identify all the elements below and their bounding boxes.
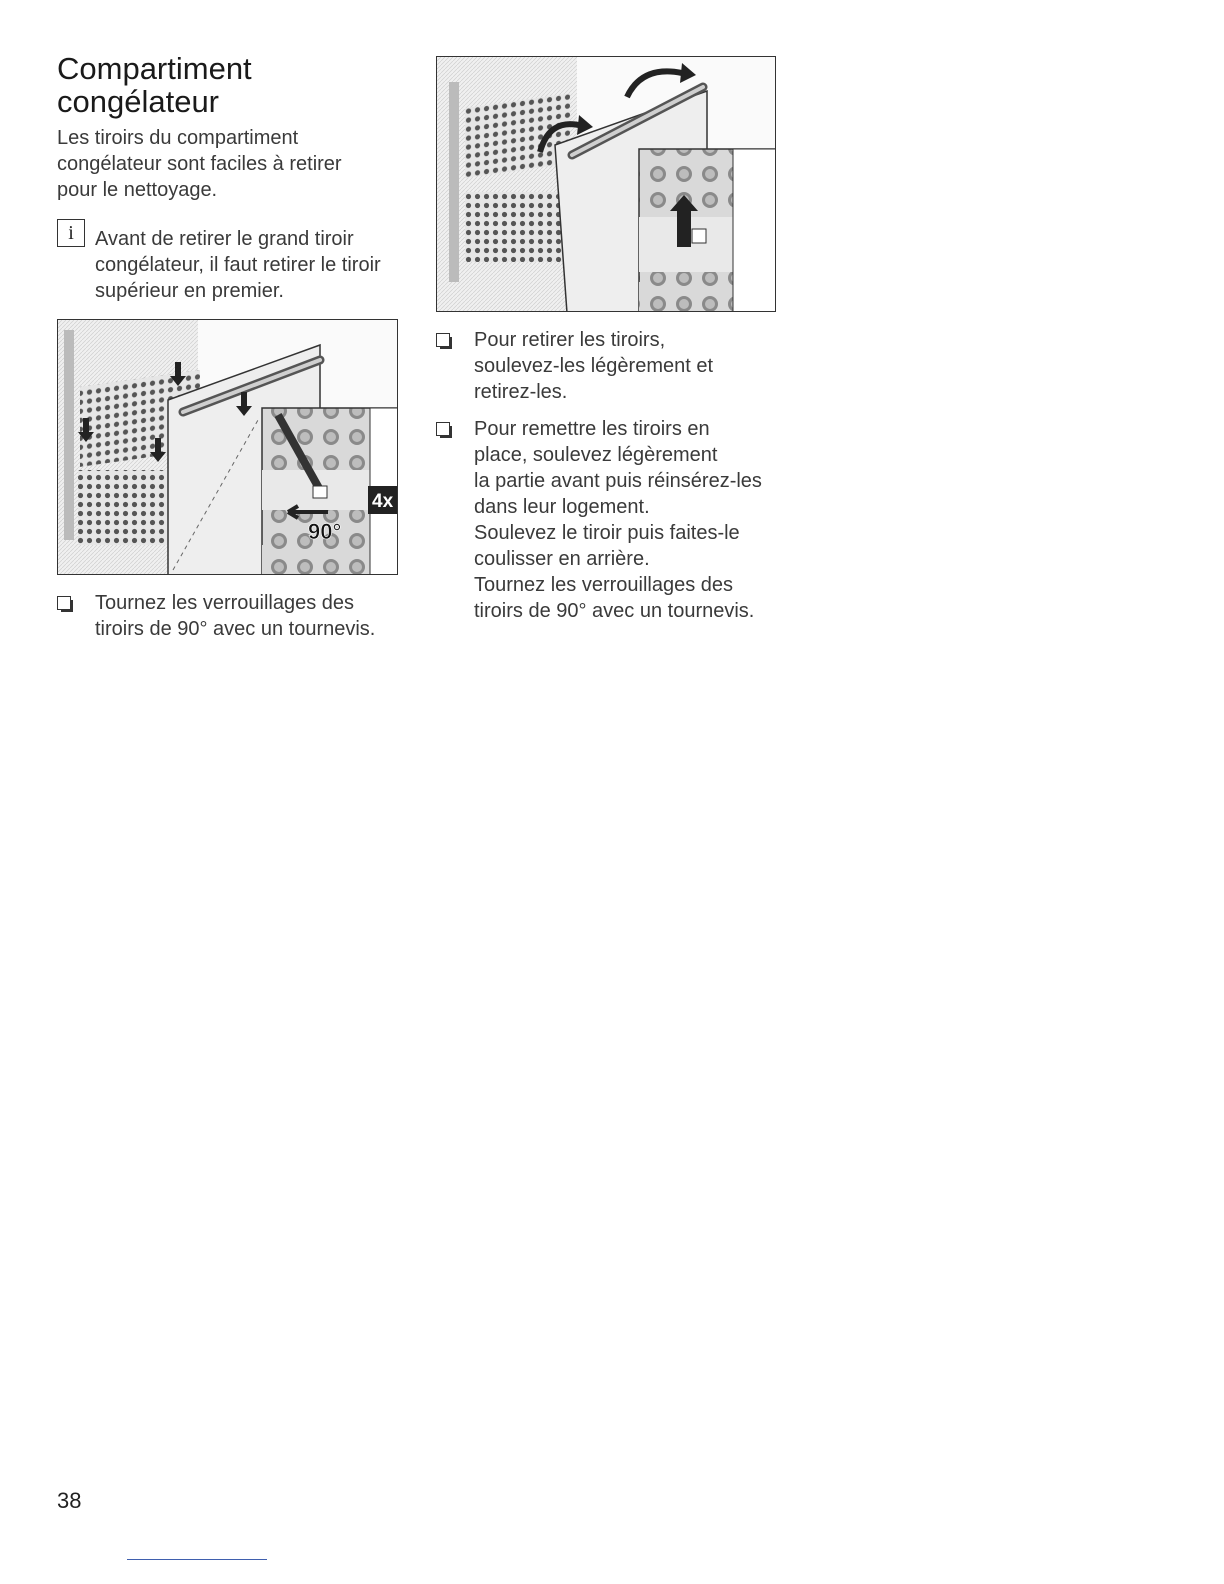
page-number: 38 [57, 1488, 82, 1513]
step-line: tiroirs de 90° avec un tournevis. [95, 618, 376, 640]
step-line: place, soulevez légèrement [474, 444, 718, 466]
quantity-badge: 4x [372, 491, 394, 512]
intro-paragraph [57, 125, 387, 203]
drawer-lock-illustration [57, 319, 398, 575]
step-line: Pour retirer les tiroirs, [474, 329, 666, 351]
drawer-lock-drawing [58, 320, 398, 575]
step-line: Pour remettre les tiroirs en [474, 418, 710, 440]
intro-line-1: Les tiroirs du compartiment [57, 127, 299, 149]
footer-rule [127, 1559, 267, 1560]
rotation-angle-label: 90° [308, 519, 342, 544]
step-line: tiroirs de 90° avec un tournevis. [474, 600, 755, 622]
checkbox-bullet-icon [57, 596, 71, 610]
section-title [57, 52, 252, 118]
section-title-line-1: Compartiment [57, 51, 252, 86]
note-line-3: supérieur en premier. [95, 280, 284, 302]
info-note [95, 226, 405, 304]
intro-line-2: congélateur sont faciles à retirer [57, 153, 342, 175]
step-turn-locks [95, 590, 405, 642]
drawer-removal-drawing [437, 57, 776, 312]
note-line-1: Avant de retirer le grand tiroir [95, 228, 354, 250]
step-line: dans leur logement. [474, 496, 650, 518]
step-line: la partie avant puis réinsérez-les [474, 470, 762, 492]
step-line: Soulevez le tiroir puis faites-le [474, 522, 740, 544]
note-line-2: congélateur, il faut retirer le tiroir [95, 254, 381, 276]
step-line: coulisser en arrière. [474, 548, 650, 570]
step-line: retirez-les. [474, 381, 568, 403]
checkbox-bullet-icon [436, 422, 450, 436]
intro-line-3: pour le nettoyage. [57, 179, 218, 201]
info-icon: i [57, 219, 85, 247]
checkbox-bullet-icon [436, 333, 450, 347]
section-title-line-2: congélateur [57, 84, 220, 119]
step-line: soulevez-les légèrement et [474, 355, 714, 377]
step-remove-drawers [474, 327, 794, 405]
step-reinsert-drawers [474, 416, 794, 624]
step-line: Tournez les verrouillages des [474, 574, 734, 596]
step-line: Tournez les verrouillages des [95, 592, 355, 614]
drawer-removal-illustration [436, 56, 776, 312]
